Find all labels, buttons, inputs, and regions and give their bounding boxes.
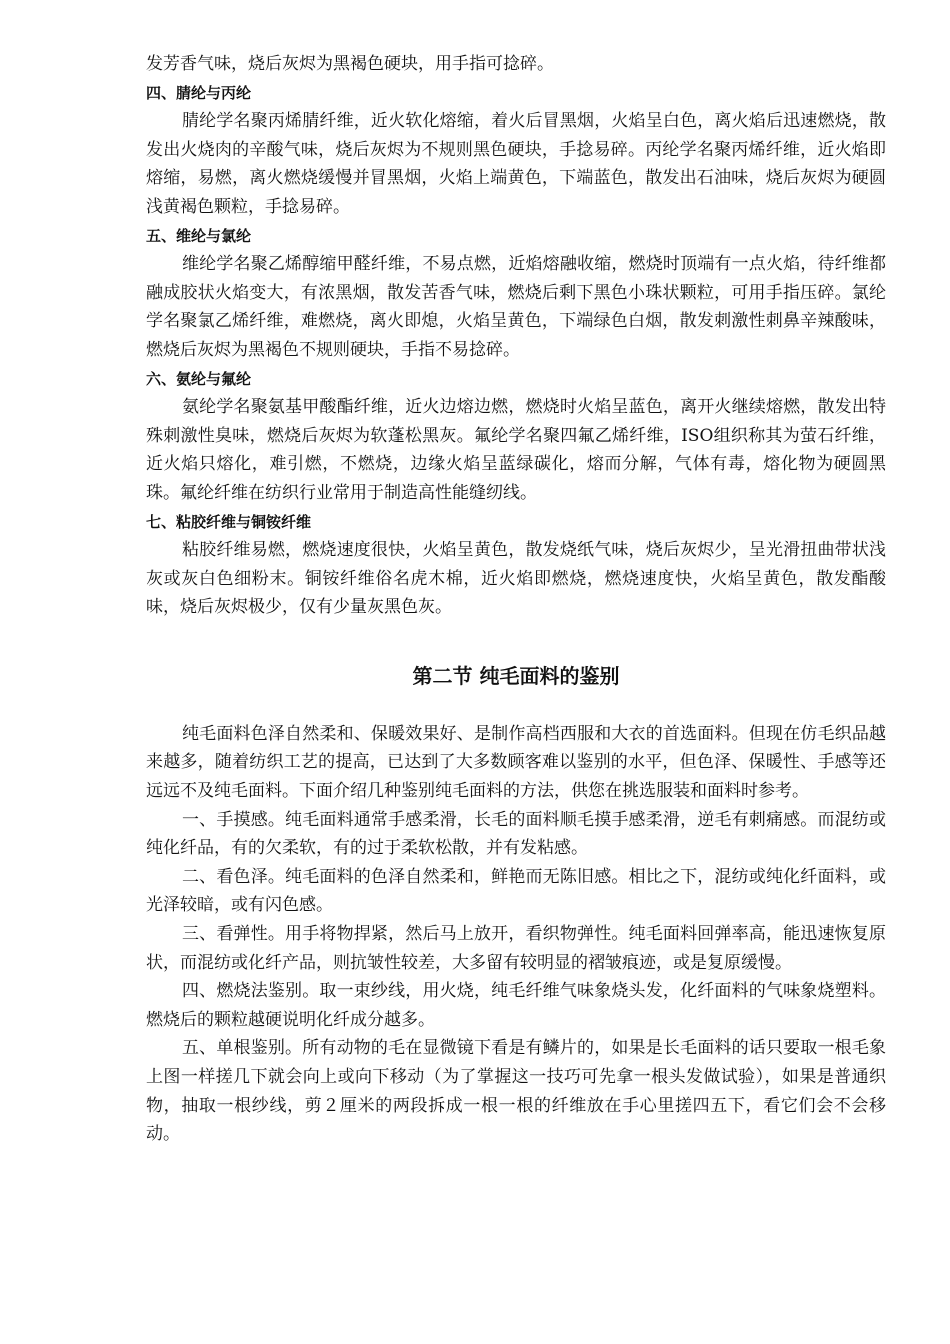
intro-tail-paragraph: 发芳香气味，烧后灰烬为黑褐色硬块，用手指可捻碎。 [146, 54, 554, 74]
wool-paragraph-burning: 四、燃烧法鉴别。取一束纱线，用火烧，纯毛纤维气味象烧头发，化纤面料的气味象烧塑料。燃烧后的颗粒越硬说明化纤成分越多。 [146, 981, 886, 1030]
wool-paragraph-touch: 一、手摸感。纯毛面料通常手感柔滑，长毛的面料顺毛摸手感柔滑，逆毛有刺痛感。而混纺或纯化纤品，有的欠柔软，有的过于柔软松散，并有发粘感。 [146, 809, 886, 859]
document-page [146, 50, 886, 1149]
wool-paragraph-elasticity: 三、看弹性。用手将物捍紧，然后马上放开，看织物弹性。纯毛面料回弹率高，能迅速恢复原状，而混纺或化纤产品，则抗皱性较差，大多留有较明显的褶皱痕迹，或是复原缓慢。 [146, 924, 886, 973]
wool-paragraph-single-fiber: 五、单根鉴别。所有动物的毛在显微镜下看是有鳞片的，如果是长毛面料的话只要取一根毛象上图一样搓几下就会向上或向下移动（为了掌握这一技巧可先拿一根头发做试验），如果是普通织物，抽取一根纱线，剪２厘米的两段拆成一根一根的纤维放在手心里搓四五下，看它们会不会移动。 [146, 1038, 886, 1145]
section-heading-vinylon-chlorofiber: 五、维纶与氯纶 [146, 226, 252, 245]
section-heading-spandex-fluorofiber: 六、氨纶与氟纶 [146, 369, 252, 388]
section-body-vinylon-chlorofiber: 维纶学名聚乙烯醇缩甲醛纤维，不易点燃，近焰熔融收缩，燃烧时顶端有一点火焰，待纤维都融成胶状火焰变大，有浓黑烟，散发苦香气味，燃烧后剩下黑色小珠状颗粒，可用手指压碎。氯纶学名聚氯乙烯纤维，难燃烧，离火即熄，火焰呈黄色，下端绿色白烟，散发刺激性刺鼻辛辣酸味，燃烧后灰烬为黑褐色不规则硬块，手指不易捻碎。 [146, 254, 886, 360]
wool-paragraph-color: 二、看色泽。纯毛面料的色泽自然柔和，鲜艳而无陈旧感。相比之下，混纺或纯化纤面料，或光泽较暗，或有闪色感。 [146, 866, 886, 916]
section-body-viscose-cupro: 粘胶纤维易燃，燃烧速度很快，火焰呈黄色，散发烧纸气味，烧后灰烬少，呈光滑扭曲带状浅灰或灰白色细粉末。铜铵纤维俗名虎木棉，近火焰即燃烧，燃烧速度快，火焰呈黄色，散发酯酸味，烧后灰烬极少，仅有少量灰黑色灰。 [146, 540, 886, 618]
section-heading-acrylic-polypropylene: 四、腈纶与丙纶 [146, 83, 252, 102]
section-heading-viscose-cupro: 七、粘胶纤维与铜铵纤维 [146, 512, 312, 531]
wool-paragraph-intro: 纯毛面料色泽自然柔和、保暖效果好、是制作高档西服和大衣的首选面料。但现在仿毛织品越来越多，随着纺织工艺的提高，已达到了大多数顾客难以鉴别的水平，但色泽、保暖性、手感等还远远不及纯毛面料。下面介绍几种鉴别纯毛面料的方法，供您在挑选服装和面料时参考。 [146, 723, 886, 802]
section-body-spandex-fluorofiber: 氨纶学名聚氨基甲酸酯纤维，近火边熔边燃，燃烧时火焰呈蓝色，离开火继续熔燃，散发出特殊刺激性臭味，燃烧后灰烬为软蓬松黑灰。氟纶学名聚四氟乙烯纤维，ISO组织称其为萤石纤维，近火焰只熔化，难引燃，不燃烧，边缘火焰呈蓝绿碳化，熔而分解，气体有毒，熔化物为硬圆黑珠。氟纶纤维在纺织行业常用于制造高性能缝纫线。 [146, 397, 886, 503]
section-body-acrylic-polypropylene: 腈纶学名聚丙烯腈纤维，近火软化熔缩，着火后冒黑烟，火焰呈白色，离火焰后迅速燃烧，散发出火烧肉的辛酸气味，烧后灰烬为不规则黑色硬块，手捻易碎。丙纶学名聚丙烯纤维，近火焰即熔缩，易燃，离火燃烧缓慢并冒黑烟，火焰上端黄色，下端蓝色，散发出石油味，烧后灰烬为硬圆浅黄褐色颗粒，手捻易碎。 [146, 111, 886, 217]
section-title-wool-identification: 第二节 纯毛面料的鉴别 [412, 663, 620, 688]
